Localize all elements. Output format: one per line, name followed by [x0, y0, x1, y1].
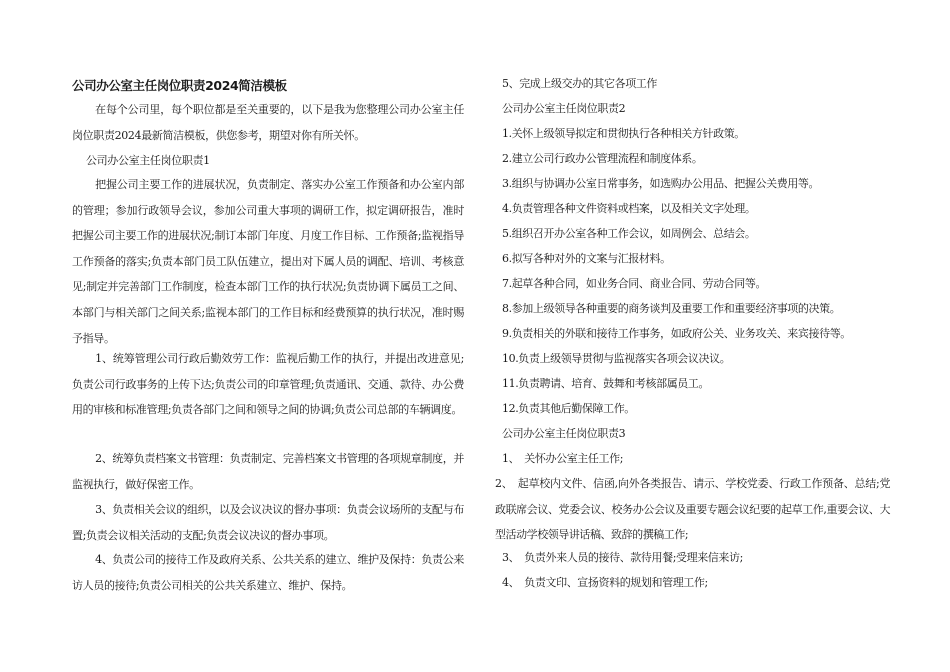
- section-3-item-1: 1、 关怀办公室主任工作;: [502, 452, 624, 465]
- list-item: 5.组织召开办公室各种工作会议，如周例会、总结会。: [502, 227, 756, 240]
- list-item: 10.负责上级领导贯彻与监视落实各项会议决议。: [502, 352, 731, 365]
- section-heading-3: 公司办公室主任岗位职责3: [502, 427, 626, 440]
- list-item: 7.起草各种合同，如业务合同、商业合同、劳动合同等。: [502, 277, 767, 290]
- duty-item-1: 1、统筹管理公司行政后勤效劳工作：监视后勤工作的执行，并提出改进意见;负责公司行政事务的上传下达;负责公司的印章管理;负责通讯、交通、款待、办公费用的审核和标准管理;负责各部门之间和领导之间的协调;负责公司总部的车辆调度。: [72, 352, 464, 417]
- list-item: 11.负责聘请、培育、鼓舞和考核部属员工。: [502, 377, 710, 390]
- list-item: 1.关怀上级领导拟定和贯彻执行各种相关方针政策。: [502, 127, 745, 140]
- section-heading-2: 公司办公室主任岗位职责2: [502, 102, 626, 115]
- list-item: 12.负责其他后勤保障工作。: [502, 402, 635, 415]
- duty-item-3: 3、负责相关会议的组织，以及会议决议的督办事项：负责会议场所的支配与布置;负责会议相关活动的支配;负责会议决议的督办事项。: [72, 503, 464, 542]
- section-1-body: 把握公司主要工作的进展状况，负责制定、落实办公室工作预备和办公室内部的管理；参加行政领导会议，参加公司重大事项的调研工作，拟定调研报告，准时把握公司主要工作的进展状况;制订本部门年度、月度工作目标、工作预备;监视指导工作预备的落实;负责本部门员工队伍建立，提出对下属人员的调配、培训、考核意见;制定并完善部门工作制度，检查本部门工作的执行状况;负责协调下属员工之间、本部门与相关部门之间关系;监视本部门的工作目标和经费预算的执行状况，准时赐予指导。: [72, 178, 464, 345]
- duty-item-5: 5、完成上级交办的其它各项工作: [502, 77, 657, 90]
- duty-item-2: 2、统筹负责档案文书管理：负责制定、完善档案文书管理的各项规章制度，并监视执行，做好保密工作。: [72, 452, 464, 491]
- list-item: 4.负责管理各种文件资料或档案，以及相关文字处理。: [502, 202, 756, 215]
- list-item: 2.建立公司行政办公管理流程和制度体系。: [502, 152, 703, 165]
- duty-item-4: 4、负责公司的接待工作及政府关系、公共关系的建立、维护及保持：负责公来访人员的接待;负责公司相关的公共关系建立、维护、保持。: [72, 553, 464, 592]
- section-heading-1: 公司办公室主任岗位职责1: [86, 154, 210, 167]
- section-3-item-3: 3、 负责外来人员的接待、款待用餐;受理来信来访;: [502, 551, 743, 564]
- list-item: 8.参加上级领导各种重要的商务谈判及重要工作和重要经济事项的决策。: [502, 302, 841, 315]
- list-item: 9.负责相关的外联和接待工作事务，如政府公关、业务攻关、来宾接待等。: [502, 327, 851, 340]
- section-3-item-4: 4、 负责文印、宣扬资料的规划和管理工作;: [502, 576, 708, 589]
- list-item: 3.组织与协调办公室日常事务，如选购办公用品、把握公关费用等。: [502, 177, 820, 190]
- section-3-item-2: 2、 起草校内文件、信函,向外各类报告、请示、学校党委、行政工作预备、总结;党政联席会议、党委会议、校务办公会议及重要专题会议纪要的起草工作,重要会议、大型活动学校领导讲话稿、致辞的撰稿工作;: [495, 477, 890, 541]
- document-title: 公司办公室主任岗位职责2024简洁模板: [72, 78, 287, 93]
- list-item: 6.拟写各种对外的文案与汇报材料。: [502, 252, 671, 265]
- intro-paragraph: 在每个公司里，每个职位都是至关重要的，以下是我为您整理公司办公室主任岗位职责2024最新简洁模板，供您参考，期望对你有所关怀。: [72, 103, 464, 142]
